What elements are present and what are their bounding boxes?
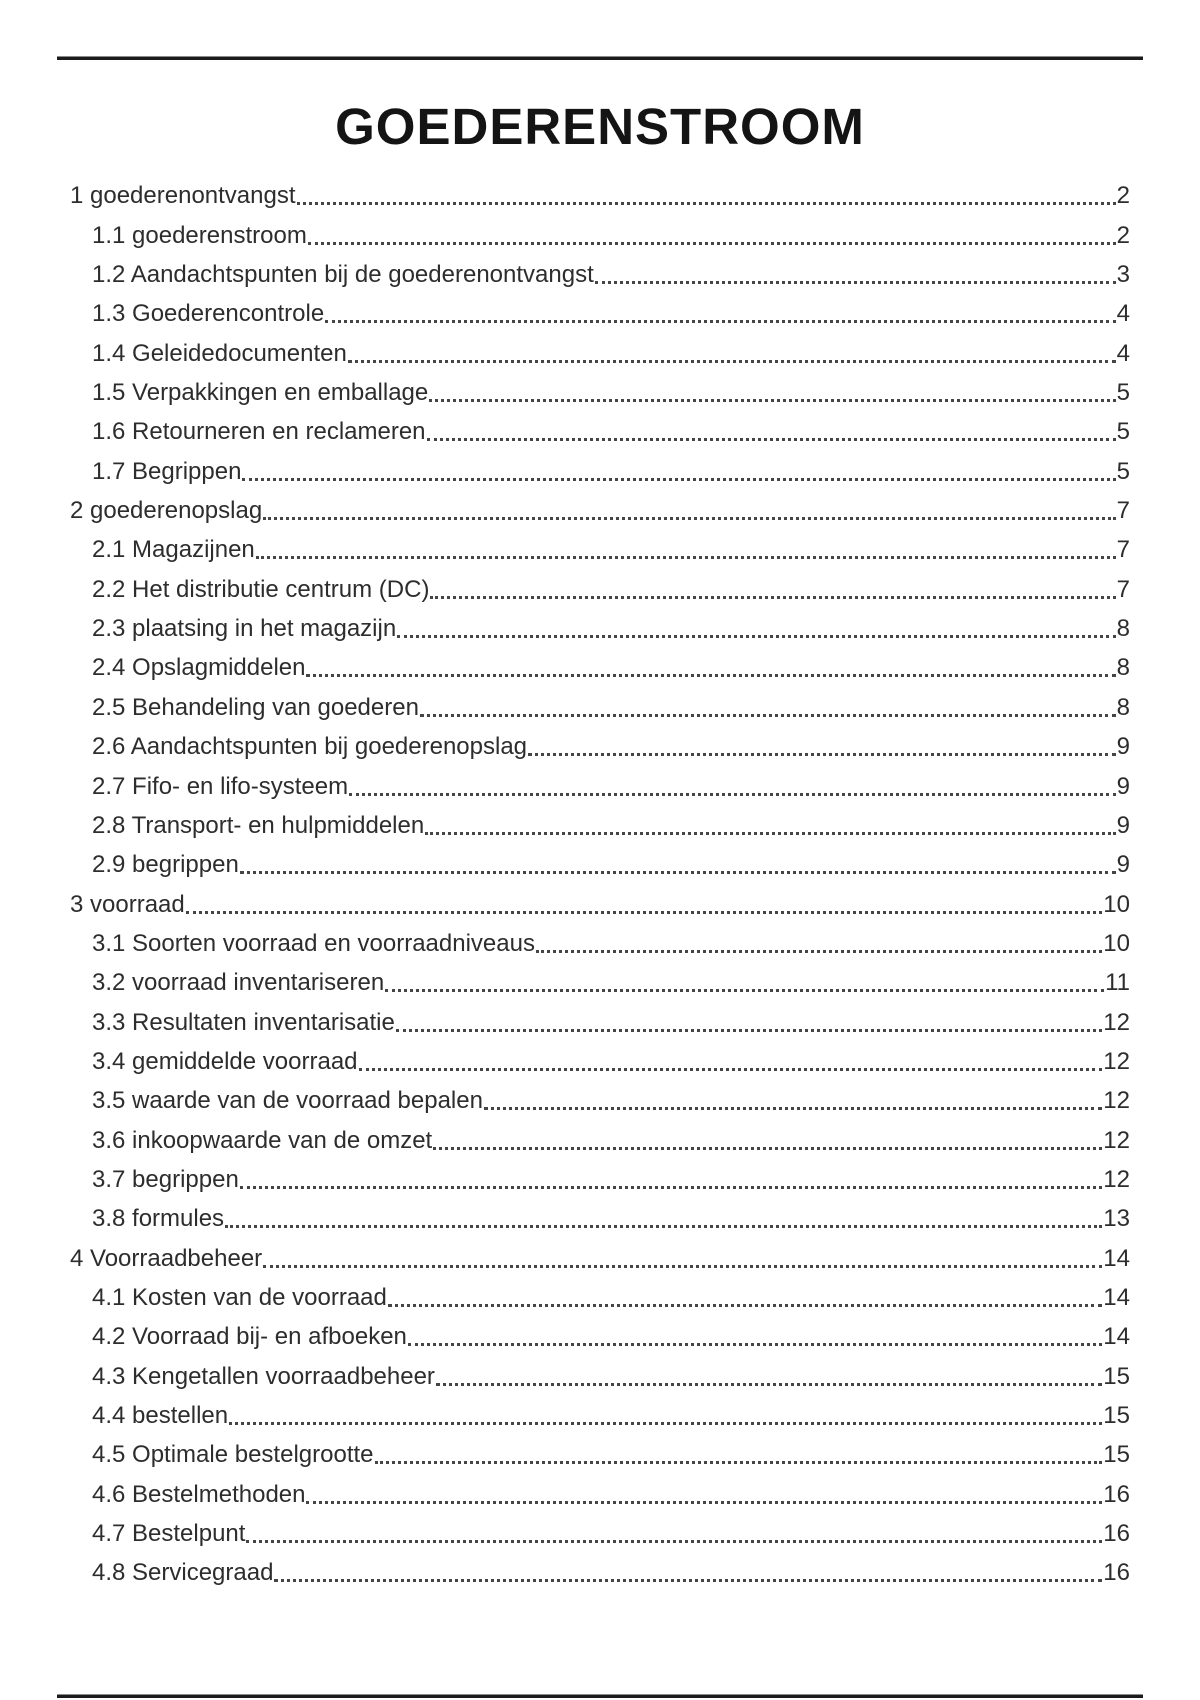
toc-entry-label: 1.7 Begrippen xyxy=(92,457,242,485)
toc-entry-label: 4.2 Voorraad bij- en afboeken xyxy=(92,1323,407,1351)
toc-entry xyxy=(70,1083,1130,1122)
toc-page-number: 12 xyxy=(1103,1165,1130,1193)
toc-entry xyxy=(70,650,1130,689)
toc-entry-label: 3.4 gemiddelde voorraad xyxy=(92,1047,358,1075)
toc-entry-label: 1 goederenontvangst xyxy=(70,182,296,210)
toc-page-number: 2 xyxy=(1116,182,1130,210)
toc-leader-dots xyxy=(396,1029,1102,1032)
toc-page-number: 8 xyxy=(1116,693,1130,721)
toc-leader-dots xyxy=(375,1461,1103,1464)
toc-page-number: 14 xyxy=(1103,1323,1130,1351)
toc-entry-label: 4.1 Kosten van de voorraad xyxy=(92,1283,387,1311)
toc-entry xyxy=(70,1122,1130,1161)
toc-page-number: 16 xyxy=(1103,1480,1130,1508)
toc-leader-dots xyxy=(397,635,1115,638)
toc-page-number: 10 xyxy=(1103,929,1130,957)
toc-entry-label: 1.5 Verpakkingen en emballage xyxy=(92,379,429,407)
toc-page-number: 3 xyxy=(1116,261,1130,289)
toc-page-number: 12 xyxy=(1103,1047,1130,1075)
toc-leader-dots xyxy=(536,950,1102,953)
toc-entry xyxy=(70,611,1130,650)
toc-entry xyxy=(70,1004,1130,1043)
toc-page-number: 5 xyxy=(1116,379,1130,407)
toc-entry xyxy=(70,729,1130,768)
toc-entry-label: 2.9 begrippen xyxy=(92,851,239,879)
toc-entry-label: 1.2 Aandachtspunten bij de goederenontvangst xyxy=(92,261,594,289)
toc-entry-label: 4.7 Bestelpunt xyxy=(92,1520,246,1548)
toc-entry xyxy=(70,1201,1130,1240)
toc-page-number: 15 xyxy=(1103,1441,1130,1469)
toc-page-number: 4 xyxy=(1116,300,1130,328)
toc-page-number: 14 xyxy=(1103,1283,1130,1311)
toc-page-number: 9 xyxy=(1116,811,1130,839)
toc-entry-label: 4.4 bestellen xyxy=(92,1402,229,1429)
toc-entry-label: 4.6 Bestelmethoden xyxy=(92,1480,306,1508)
toc-entry-label: 3.1 Soorten voorraad en voorraadniveaus xyxy=(92,929,535,957)
toc-page-number: 8 xyxy=(1116,615,1130,643)
toc-entry-label: 2.5 Behandeling van goederen xyxy=(92,693,419,721)
toc-entry-label: 4 Voorraadbeheer xyxy=(70,1244,263,1272)
toc-entry xyxy=(70,1516,1130,1555)
toc-entry-label: 1.4 Geleidedocumenten xyxy=(92,339,347,367)
toc-leader-dots xyxy=(388,1304,1102,1307)
toc-leader-dots xyxy=(308,242,1116,245)
toc-entry xyxy=(70,847,1130,886)
toc-leader-dots xyxy=(242,478,1115,481)
toc-leader-dots xyxy=(263,1265,1102,1268)
toc-entry xyxy=(70,1555,1130,1594)
toc-leader-dots xyxy=(595,281,1116,284)
toc-entry-label: 2.7 Fifo- en lifo-systeem xyxy=(92,772,349,800)
toc-page-number: 15 xyxy=(1103,1402,1130,1429)
toc-entry xyxy=(70,453,1130,492)
toc-leader-dots xyxy=(225,1225,1102,1228)
toc-entry xyxy=(70,178,1130,217)
toc-leader-dots xyxy=(359,1068,1103,1071)
toc-leader-dots xyxy=(229,1422,1102,1425)
toc-entry xyxy=(70,926,1130,965)
toc-leader-dots xyxy=(427,438,1116,441)
toc-leader-dots xyxy=(246,1540,1102,1543)
toc-entry xyxy=(70,1240,1130,1279)
toc-entry-label: 3.2 voorraad inventariseren xyxy=(92,969,385,997)
toc-entry xyxy=(70,689,1130,728)
toc-entry xyxy=(70,886,1130,925)
toc-entry xyxy=(70,493,1130,532)
toc-entry-label: 2.8 Transport- en hulpmiddelen xyxy=(92,811,425,839)
bottom-horizontal-rule xyxy=(57,1695,1143,1698)
toc-leader-dots xyxy=(385,989,1104,992)
toc-leader-dots xyxy=(430,596,1115,599)
toc-page-number: 12 xyxy=(1103,1126,1130,1154)
toc-entry-label: 4.8 Servicegraad xyxy=(92,1559,274,1587)
toc-entry-label: 2.4 Opslagmiddelen xyxy=(92,654,306,682)
toc-entry-label: 2.3 plaatsing in het magazijn xyxy=(92,615,397,643)
toc-leader-dots xyxy=(349,793,1116,796)
toc-leader-dots xyxy=(408,1343,1102,1346)
toc-leader-dots xyxy=(263,517,1115,520)
toc-page-number: 2 xyxy=(1116,221,1130,249)
toc-page-number: 8 xyxy=(1116,654,1130,682)
toc-entry xyxy=(70,1280,1130,1319)
toc-page-number: 16 xyxy=(1103,1520,1130,1548)
toc-leader-dots xyxy=(433,1147,1102,1150)
toc-leader-dots xyxy=(297,202,1116,205)
toc-entry-label: 1.6 Retourneren en reclameren xyxy=(92,418,426,446)
toc-leader-dots xyxy=(429,399,1115,402)
toc-leader-dots xyxy=(484,1107,1102,1110)
toc-entry xyxy=(70,1358,1130,1397)
toc-entry xyxy=(70,1437,1130,1476)
toc-leader-dots xyxy=(306,1501,1102,1504)
toc-entry xyxy=(70,808,1130,847)
toc-entry xyxy=(70,571,1130,610)
toc-leader-dots xyxy=(186,911,1103,914)
toc-entry xyxy=(70,335,1130,374)
toc-entry xyxy=(70,1476,1130,1515)
toc-entry-label: 2.1 Magazijnen xyxy=(92,536,255,564)
toc-entry-label: 4.3 Kengetallen voorraadbeheer xyxy=(92,1362,435,1390)
toc-entry xyxy=(70,296,1130,335)
toc-entry-label: 2.2 Het distributie centrum (DC) xyxy=(92,575,430,603)
toc-entry-label: 1.3 Goederencontrole xyxy=(92,300,325,328)
toc-page-number: 10 xyxy=(1103,890,1130,918)
toc-entry xyxy=(70,768,1130,807)
toc-page-number: 7 xyxy=(1116,536,1130,564)
toc-page-number: 7 xyxy=(1116,497,1130,525)
toc-page-number: 5 xyxy=(1116,457,1130,485)
toc-entry xyxy=(70,217,1130,256)
toc-page-number: 14 xyxy=(1103,1244,1130,1272)
toc-page-number: 11 xyxy=(1105,969,1130,997)
toc-page-number: 7 xyxy=(1116,575,1130,603)
toc-entry-label: 1.1 goederenstroom xyxy=(92,221,307,249)
toc-page-number: 15 xyxy=(1103,1362,1130,1390)
toc-page-number: 12 xyxy=(1103,1087,1130,1115)
toc-leader-dots xyxy=(240,871,1116,874)
toc-entry xyxy=(70,1044,1130,1083)
toc-entry-label: 2.6 Aandachtspunten bij goederenopslag xyxy=(92,733,528,761)
toc-entry xyxy=(70,1319,1130,1358)
toc-leader-dots xyxy=(325,320,1115,323)
toc-entry-label: 3.8 formules xyxy=(92,1205,225,1233)
toc-page-number: 12 xyxy=(1103,1008,1130,1036)
toc-leader-dots xyxy=(256,556,1116,559)
page-title: GOEDERENSTROOM xyxy=(335,98,865,156)
toc-page-number: 5 xyxy=(1116,418,1130,446)
toc-leader-dots xyxy=(306,674,1115,677)
toc-leader-dots xyxy=(425,832,1115,835)
toc-leader-dots xyxy=(436,1383,1102,1386)
toc-entry-label: 2 goederenopslag xyxy=(70,497,263,525)
toc-entry xyxy=(70,1398,1130,1437)
toc-entry xyxy=(70,375,1130,414)
toc-page-number: 9 xyxy=(1116,733,1130,761)
toc-page-number: 4 xyxy=(1116,339,1130,367)
toc-leader-dots xyxy=(348,360,1116,363)
toc-entry-label: 3.7 begrippen xyxy=(92,1165,239,1193)
toc-leader-dots xyxy=(240,1186,1103,1189)
toc-page-number: 13 xyxy=(1103,1205,1130,1233)
toc-page-number: 9 xyxy=(1116,772,1130,800)
toc-entry-label: 3.5 waarde van de voorraad bepalen xyxy=(92,1087,483,1115)
toc-entry xyxy=(70,532,1130,571)
toc-leader-dots xyxy=(420,714,1116,717)
toc-leader-dots xyxy=(274,1579,1102,1582)
toc-leader-dots xyxy=(528,753,1116,756)
toc-entry xyxy=(70,965,1130,1004)
toc-entry-label: 4.5 Optimale bestelgrootte xyxy=(92,1441,374,1469)
toc-page-number: 9 xyxy=(1116,851,1130,879)
toc-entry xyxy=(70,414,1130,453)
toc-entry xyxy=(70,257,1130,296)
table-of-contents xyxy=(70,178,1130,1594)
toc-entry-label: 3.3 Resultaten inventarisatie xyxy=(92,1008,395,1036)
toc-entry xyxy=(70,1162,1130,1201)
top-horizontal-rule xyxy=(57,57,1143,60)
toc-entry-label: 3 voorraad xyxy=(70,890,185,918)
toc-entry-label: 3.6 inkoopwaarde van de omzet xyxy=(92,1126,433,1154)
toc-page-number: 16 xyxy=(1103,1559,1130,1587)
